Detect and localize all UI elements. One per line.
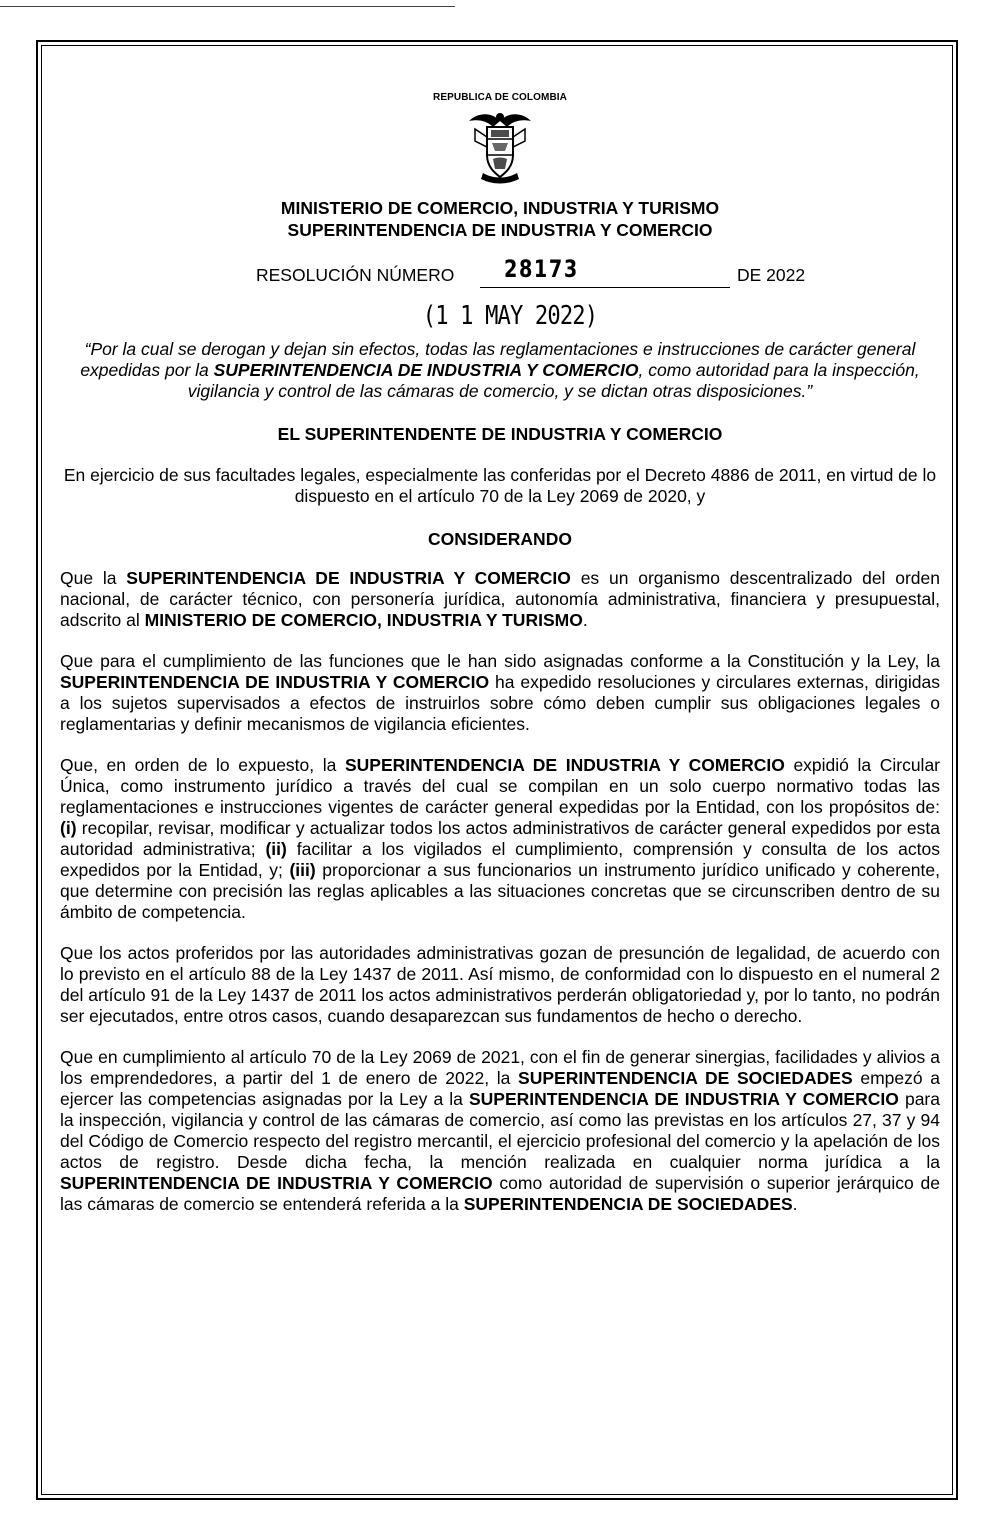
document-body: [60, 92, 940, 1215]
p5-text-c: empezó a ejercer las competencias asignadas por la Ley a la: [60, 1068, 940, 1109]
p5-text-i: .: [792, 1194, 798, 1214]
paragraph-4: Que los actos proferidos por las autoridades administrativas gozan de presunción de legalidad, de acuerdo con lo previsto en el artículo 88 de la Ley 1437 de 2011. Así mismo, de conformidad con lo dispuesto en el numeral 2 del artículo 91 de la Ley 1437 de 2011 los actos administrativos perderán obligatoriedad y, por lo tanto, no podrán ser ejecutados, entre otros casos, cuando desaparezcan sus fundamentos de hecho o derecho.: [60, 943, 940, 1026]
title-part2: , como autoridad para la inspección, vigilancia y control de las cámaras de comercio, y se dictan otras disposiciones.”: [187, 360, 920, 401]
p1-text-c: es un organismo descentralizado del orden nacional, de carácter técnico, con personería jurídica, autonomía administrativa, financiera y presupuestal, adscrito al: [60, 568, 940, 630]
p3-text-a: Que, en orden de lo expuesto, la: [60, 755, 345, 775]
p5-bold-sic: SUPERINTENDENCIA DE INDUSTRIA Y COMERCIO: [469, 1089, 899, 1109]
coat-of-arms-icon: [465, 107, 535, 185]
p3-bold-iii: (iii): [289, 860, 316, 880]
title-bold-entity: SUPERINTENDENCIA DE INDUSTRIA Y COMERCIO: [213, 360, 639, 380]
p5-text-e: para la inspección, vigilancia y control de las cámaras de comercio, así como las previstas en los artículos 27, 37 y 94 del Código de Comercio respecto del registro mercantil, el ejercicio profesional del comercio y la apelación de los actos de registro. Desde dicha fecha, la mención realizada en cualquier norma jurídica a la: [60, 1089, 940, 1172]
authority-heading: EL SUPERINTENDENTE DE INDUSTRIA Y COMERCIO: [277, 424, 723, 444]
republic-label: REPUBLICA DE COLOMBIA: [433, 92, 567, 103]
p3-text-i: proporcionar a sus funcionarios un instrumento jurídico unificado y coherente, que determine con precisión las reglas aplicables a las situaciones concretas que se circunscriben dentro de su ámbito de competencia.: [60, 860, 940, 922]
paragraph-1: [60, 568, 940, 631]
resolution-number-line: [60, 257, 940, 287]
p2-text-c: ha expedido resoluciones y circulares externas, dirigidas a los sujetos supervisados a efectos de instruirlos sobre cómo deben cumplir sus obligaciones legales o reglamentarias y definir mecanismos de vigilancia eficientes.: [60, 672, 940, 734]
considering-heading: CONSIDERANDO: [428, 529, 572, 549]
resolution-label: RESOLUCIÓN NÚMERO: [256, 265, 455, 285]
p5-text-g: como autoridad de supervisión o superior jerárquico de las cámaras de comercio se entenderá referida a la: [60, 1173, 941, 1214]
p1-bold-sic: SUPERINTENDENCIA DE INDUSTRIA Y COMERCIO: [126, 568, 571, 588]
p3-text-g: facilitar a los vigilados el cumplimiento, comprensión y consulta de los actos expedidos por la Entidad, y;: [60, 839, 940, 880]
intro-paragraph: En ejercicio de sus facultades legales, especialmente las conferidas por el Decreto 4886 de 2011, en virtud de lo dispuesto en el artículo 70 de la Ley 2069 de 2020, y: [63, 465, 937, 506]
scan-edge-line: [0, 6, 455, 7]
p2-text-a: Que para el cumplimiento de las funciones que le han sido asignadas conforme a la Constitución y la Ley, la: [60, 651, 940, 671]
p1-text-a: Que la: [60, 568, 127, 588]
superintendency-name: SUPERINTENDENCIA DE INDUSTRIA Y COMERCIO: [287, 220, 713, 240]
p3-bold-ii: (ii): [265, 839, 287, 859]
seal-container: [60, 107, 940, 189]
paragraph-3: [60, 755, 940, 923]
p3-bold-i: (i): [60, 818, 77, 838]
p5-text-a: Que en cumplimiento al artículo 70 de la Ley 2069 de 2021, con el fin de generar sinergias, facilidades y alivios a los emprendedores, a partir del 1 de enero de 2022, la: [60, 1047, 940, 1088]
ministry-heading: [60, 197, 940, 241]
paragraph-5: [60, 1047, 940, 1215]
p3-text-e: recopilar, revisar, modificar y actualizar todos los actos administrativos de carácter general expedidos por esta autoridad administrativa;: [60, 818, 940, 859]
resolution-number: 28173: [504, 255, 579, 283]
p1-text-e: .: [582, 610, 588, 630]
resolution-title: [60, 339, 940, 402]
title-part1: “Por la cual se derogan y dejan sin efectos, todas las reglamentaciones e instrucciones de carácter general expedidas por la: [80, 339, 916, 380]
p5-bold-supersociedades: SUPERINTENDENCIA DE SOCIEDADES: [518, 1068, 853, 1088]
paragraph-2: [60, 651, 940, 735]
p3-text-c: expidió la Circular Única, como instrumento jurídico a través del cual se compilan en un solo cuerpo normativo todas las reglamentaciones e instrucciones vigentes de carácter general expedidas por la Entidad, con los propósitos de:: [60, 755, 941, 817]
resolution-year: DE 2022: [737, 265, 806, 285]
p3-bold-sic: SUPERINTENDENCIA DE INDUSTRIA Y COMERCIO: [344, 755, 785, 775]
p1-bold-ministry: MINISTERIO DE COMERCIO, INDUSTRIA Y TURISMO: [144, 610, 583, 630]
p2-bold-sic: SUPERINTENDENCIA DE INDUSTRIA Y COMERCIO: [60, 672, 490, 692]
number-underline: [480, 287, 730, 288]
p5-bold-supersociedades-2: SUPERINTENDENCIA DE SOCIEDADES: [463, 1194, 793, 1214]
date-stamp: (1 1 MAY 2022): [422, 301, 598, 331]
p5-bold-sic-2: SUPERINTENDENCIA DE INDUSTRIA Y COMERCIO: [60, 1173, 493, 1193]
ministry-name: MINISTERIO DE COMERCIO, INDUSTRIA Y TURISMO: [280, 198, 720, 218]
